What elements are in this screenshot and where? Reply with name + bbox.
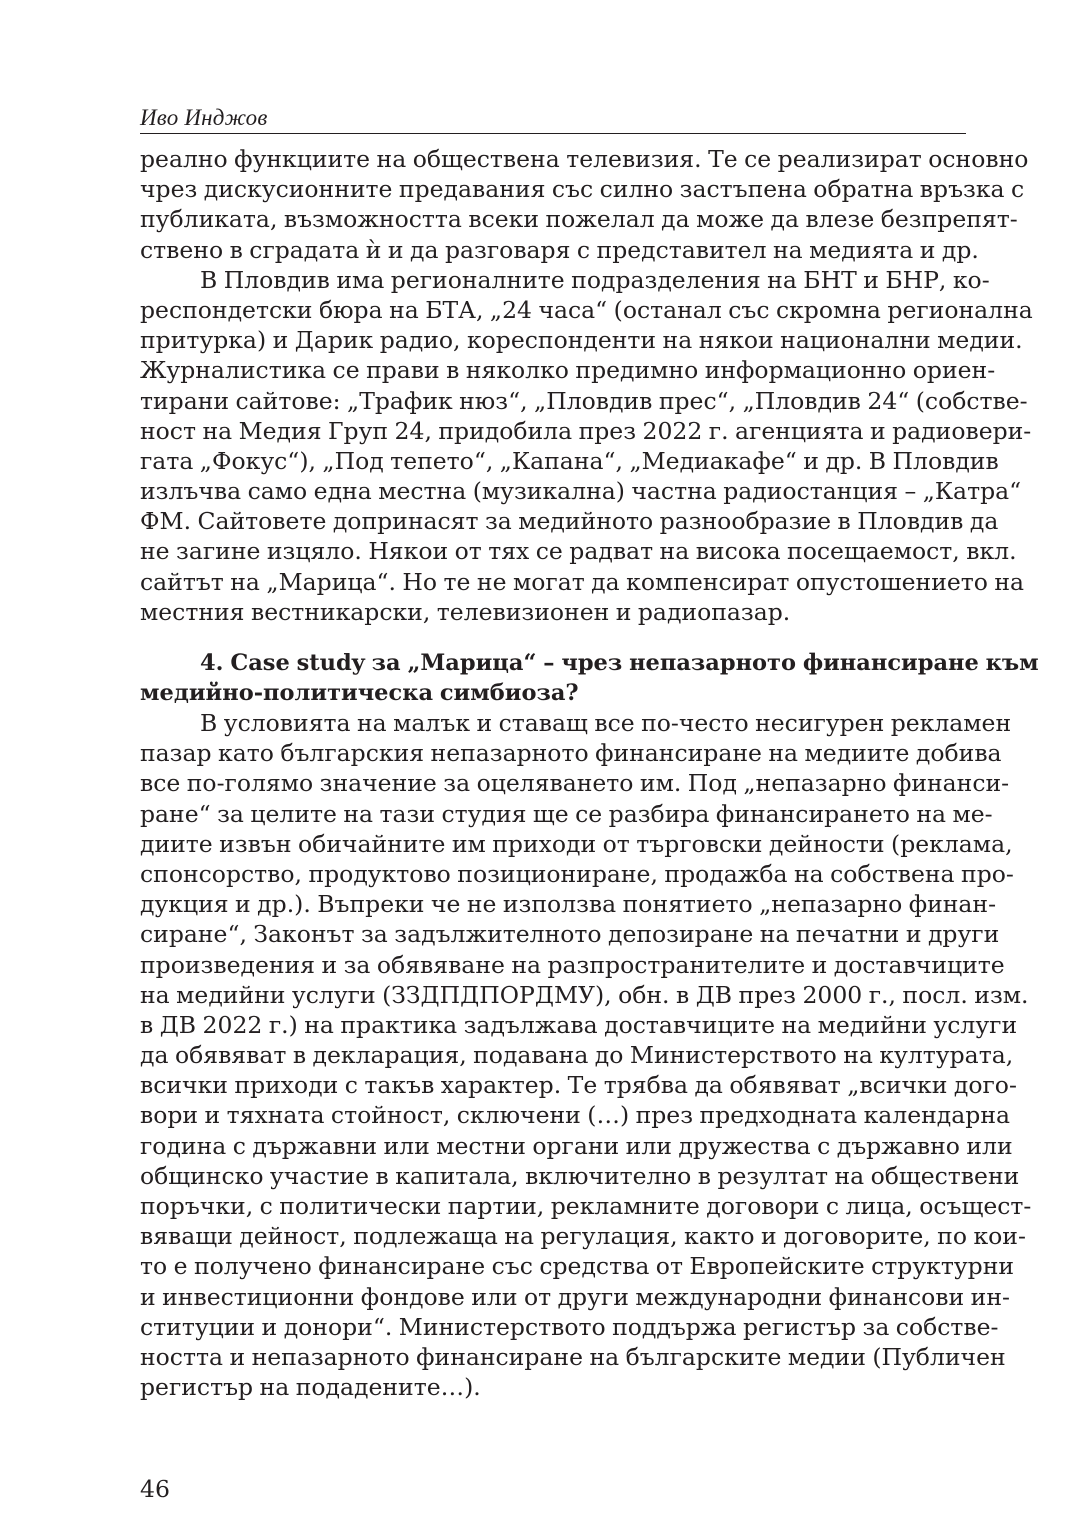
body-text-top bbox=[140, 144, 1033, 627]
text-line: Журналистика се прави в няколко предимно информационно ориен- bbox=[140, 356, 996, 385]
page-number: 46 bbox=[140, 1475, 170, 1503]
body-text-bottom bbox=[140, 708, 1032, 1402]
text-line: респондетски бюра на БТА, „24 часа“ (останал със скромна регионална bbox=[140, 295, 1033, 324]
text-line: ране“ за целите на тази студия ще се разбира финансирането на ме- bbox=[140, 799, 993, 828]
text-line: местния вестникарски, телевизионен и радиопазар. bbox=[140, 597, 791, 626]
paragraph bbox=[140, 265, 1033, 627]
text-line: тирани сайтове: „Трафик нюз“, „Пловдив прес“, „Пловдив 24“ (собстве- bbox=[140, 386, 1028, 415]
heading-line: 4. Case study за „Марица“ – чрез непазарното финансиране към bbox=[200, 650, 1039, 676]
text-line: излъчва само една местна (музикална) частна радиостанция – „Катра“ bbox=[140, 477, 1022, 506]
text-line: да обявяват в декларация, подавана до Министерството на културата, bbox=[140, 1041, 1014, 1070]
text-line: притурка) и Дарик радио, кореспонденти на някои национални медии. bbox=[140, 326, 1023, 355]
text-line: и инвестиционни фондове или от други международни финансови ин- bbox=[140, 1282, 1010, 1311]
heading-line: медийно-политическа симбиоза? bbox=[140, 680, 579, 707]
text-line: вяващи дейност, подлежаща на регулация, както и договорите, по кои- bbox=[140, 1222, 1026, 1251]
paragraph bbox=[140, 144, 1029, 265]
text-line: все по-голямо значение за оцеляването им. Под „непазарно финанси- bbox=[140, 769, 1010, 798]
text-line: регистър на подадените…). bbox=[140, 1373, 481, 1402]
text-line: общинско участие в капитала, включително в резултат на обществени bbox=[140, 1161, 1020, 1190]
text-line: ността и непазарното финансиране на българските медии (Публичен bbox=[140, 1342, 1006, 1371]
text-line: ституции и донори“. Министерството поддържа регистър за собстве- bbox=[140, 1312, 999, 1341]
text-line: сайтът на „Марица“. Но те не могат да компенсират опустошението на bbox=[140, 567, 1025, 596]
text-line: ност на Медия Груп 24, придобила през 2022 г. агенцията и радиовери- bbox=[140, 416, 1032, 445]
text-line: публиката, възможността всеки пожелал да може да влезе безпрепят- bbox=[140, 205, 1018, 234]
text-line: сиране“, Законът за задължителното депозиране на печатни и други bbox=[140, 920, 1000, 949]
text-line: реално функциите на обществена телевизия. Те се реализират основно bbox=[140, 145, 1029, 173]
paragraph bbox=[140, 708, 1032, 1402]
text-line: всички приходи с такъв характер. Те трябва да обявяват „всички дого- bbox=[140, 1071, 1017, 1100]
text-line: не загине изцяло. Някои от тях се радват на висока посещаемост, вкл. bbox=[140, 537, 1017, 566]
text-line: ствено в сградата ѝ и да разговаря с представител на медията и др. bbox=[140, 235, 979, 264]
text-line: В Пловдив има регионалните подразделения на БНТ и БНР, ко- bbox=[200, 265, 990, 294]
text-line: поръчки, с политически партии, рекламните договори с лица, осъщест- bbox=[140, 1192, 1032, 1220]
text-line: вори и тяхната стойност, сключени (…) през предходната календарна bbox=[140, 1101, 1010, 1130]
text-line: произведения и за обявяване на разпространителите и доставчиците bbox=[140, 950, 1005, 979]
text-line: в ДВ 2022 г.) на практика задължава доставчиците на медийни услуги bbox=[140, 1010, 1018, 1039]
text-line: година с държавни или местни органи или дружества с държавно или bbox=[140, 1131, 1013, 1160]
section-heading bbox=[140, 648, 1039, 708]
text-line: гата „Фокус“), „Под тепето“, „Капана“, „Медиакафе“ и др. В Пловдив bbox=[140, 446, 999, 475]
text-line: дукция и др.). Въпреки че не използва понятието „непазарно финан- bbox=[140, 890, 997, 919]
running-header bbox=[140, 103, 966, 134]
text-line: пазар като българския непазарното финансиране на медиите добива bbox=[140, 739, 1002, 768]
author-name: Иво Инджов bbox=[140, 105, 268, 130]
book-page bbox=[140, 0, 1039, 1534]
text-line: В условията на малък и ставащ все по-често несигурен рекламен bbox=[200, 709, 1012, 737]
text-line: на медийни услуги (ЗЗДПДПОРДМУ), обн. в ДВ през 2000 г., посл. изм. bbox=[140, 980, 1029, 1009]
text-line: спонсорство, продуктово позициониране, продажба на собствена про- bbox=[140, 859, 1014, 888]
text-line: чрез дискусионните предавания със силно застъпена обратна връзка с bbox=[140, 175, 1025, 204]
text-line: то е получено финансиране със средства от Европейските структурни bbox=[140, 1252, 1015, 1281]
text-line: диите извън обичайните им приходи от търговски дейности (реклама, bbox=[140, 829, 1013, 858]
text-line: ФМ. Сайтовете допринасят за медийното разнообразие в Пловдив да bbox=[140, 507, 999, 536]
